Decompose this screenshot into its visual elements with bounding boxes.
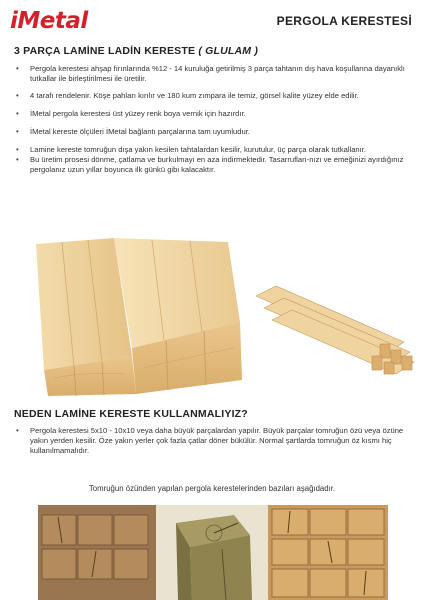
list-item: • Pergola kerestesi ahşap fırınlarında %12 - 14 kuruluğa getirilmiş 3 parça tahtanın dış hava koşullarına dayanıklı tutkallar ile birleştirilmesi ile üretilir. (14, 64, 412, 84)
glulam-bullet-list (14, 64, 412, 176)
photo-caption: Tomruğun özünden yapılan pergola kerestelerinden bazıları aşağıdadır. (88, 484, 336, 493)
section-title-text: 3 PARÇA LAMİNE LADİN KERESTE (14, 45, 196, 57)
cracked-timber-illustration (38, 505, 388, 600)
list-item: • İMetal pergola kerestesi üst yüzey renk boya vernik için hazırdır. (14, 109, 412, 119)
section-title-glulam (14, 45, 258, 57)
imetal-logo[interactable] (10, 6, 88, 34)
glulam-beams-image (14, 238, 246, 396)
list-item: • Bu üretim prosesi dönme, çatlama ve burkulmayı en aza indirmektedir. Tasarrufları-nızı ve emeğinizi ayırdığınız pergolanız uzun yıllar boyunca ilk günkü gibi kalacaktır. (14, 155, 412, 175)
list-item: • Pergola kerestesi 5x10 - 10x10 veya daha büyük parçalardan yapılır. Büyük parçalar tomruğun özü veya özüne yakın yerden kesilir. Öze yakın yerler çok fazla çatlar döner bükülür. Normal şartlarda tomruğun öz kısmı hiç kullanılmamalıdır. (14, 426, 412, 457)
why-bullet-list (14, 426, 412, 457)
list-item: • İMetal kereste ölçüleri İMetal bağlantı parçalarına tam uyumludur. (14, 127, 412, 137)
logo-text: iMetal (10, 8, 88, 34)
section-title-paren: ( GLULAM ) (198, 45, 259, 57)
stacked-beams-illustration (254, 280, 418, 376)
page-title: PERGOLA KERESTESİ (276, 14, 412, 28)
list-item: • 4 tarafı rendelenir. Köşe pahları kırılır ve 180 kum zımpara ile temiz, görsel kalite yüzey elde edilir. (14, 91, 412, 101)
stacked-beams-image (254, 280, 418, 376)
list-item: • Lamine kereste tomruğun dışa yakın kesilen tahtalardan kesilir, kurutulur, üç parça olarak tutkallanır. (14, 145, 412, 155)
cracked-timber-photos (38, 505, 388, 600)
section-title-why-glulam: NEDEN LAMİNE KERESTE KULLANMALIYIZ? (14, 408, 248, 420)
glulam-beams-illustration (14, 238, 246, 396)
